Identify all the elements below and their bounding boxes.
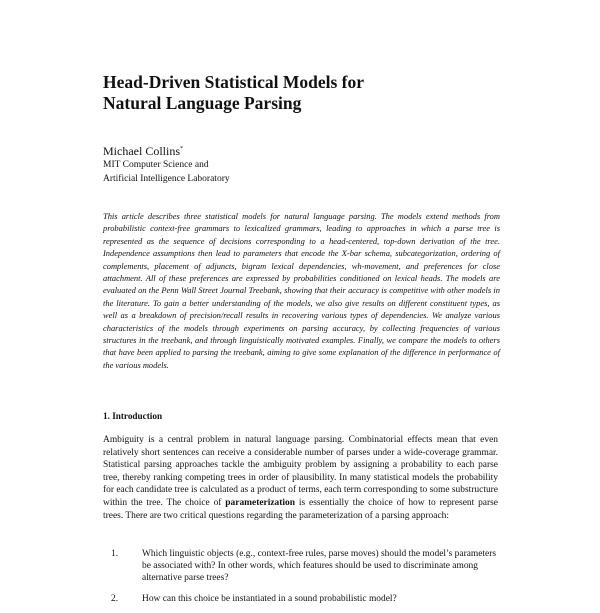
abstract: This article describes three statistical models for natural language parsing. The models extend methods from probabilistic context-free grammars to lexicalized grammars, leading to approaches in which a parse tree is represented as the sequence of decisions corresponding to a head-centered, top-down derivation of the tree. Independence assumptions then lead to parameters that encode the X-bar schema, subcategorization, ordering of complements, placement of adjuncts, bigram lexical dependencies, wh-movement, and preferences for close attachment. All of these preferences are expressed by probabilities conditioned on lexical heads. The models are evaluated on the Penn Wall Street Journal Treebank, showing that their accuracy is competitive with other models in the literature. To gain a better understanding of the models, we also give results on different constituent types, as well as a breakdown of precision/recall results in recovering various types of dependencies. We analyze various characteristics of the models through experiments on parsing accuracy, by collecting frequencies of various structures in the treebank, and through linguistically motivated examples. Finally, we compare the models to others that have been applied to parsing the treebank, aiming to give some explanation of the difference in performance of the various models. (103, 211, 500, 370)
list-item-number: 1. (111, 549, 119, 559)
author-name-text: Michael Collins (103, 144, 180, 158)
author-name (103, 142, 403, 158)
list-item (103, 548, 498, 585)
list-item-text: How can this choice be instantiated in a sound probabilistic model? (142, 593, 397, 604)
author-footnote-mark: * (180, 146, 183, 152)
affiliation-line-1: MIT Computer Science and (103, 160, 209, 170)
body-bold-term: parameterization (225, 497, 296, 508)
author-block (103, 142, 403, 186)
body-text-part-1: Ambiguity is a central problem in natural language parsing. Combinatorial effects mean that even relatively short sentences can receive a considerable number of parses under a wide-coverage grammar. Statistical parsing approaches tackle the ambiguity problem by assigning a probability to each parse tree, thereby ranking competing trees in order of plausibility. In many statistical models the probability for each candidate tree is calculated as a product of terms, each term corresponding to some substructure within the tree. The choice of (103, 435, 498, 508)
title-line-1: Head-Driven Statistical Models for (103, 72, 364, 92)
list-item-number: 2. (111, 593, 119, 604)
question-list (103, 548, 498, 613)
list-item-text: Which linguistic objects (e.g., context-free rules, parse moves) should the model’s parameters be associated with? In other words, which features should be used to discriminate among alternative parse trees? (142, 549, 497, 584)
affiliation-line-2: Artificial Intelligence Laboratory (103, 174, 230, 184)
list-item (103, 593, 498, 605)
paper-title (103, 72, 503, 114)
body-paragraph (103, 434, 498, 522)
section-heading: 1. Introduction (103, 411, 163, 421)
body-text-part-2: is essentially the choice of how to represent parse trees. There are two critical questions regarding the parameterization of a parsing approach: (103, 497, 498, 521)
title-line-2: Natural Language Parsing (103, 93, 302, 113)
